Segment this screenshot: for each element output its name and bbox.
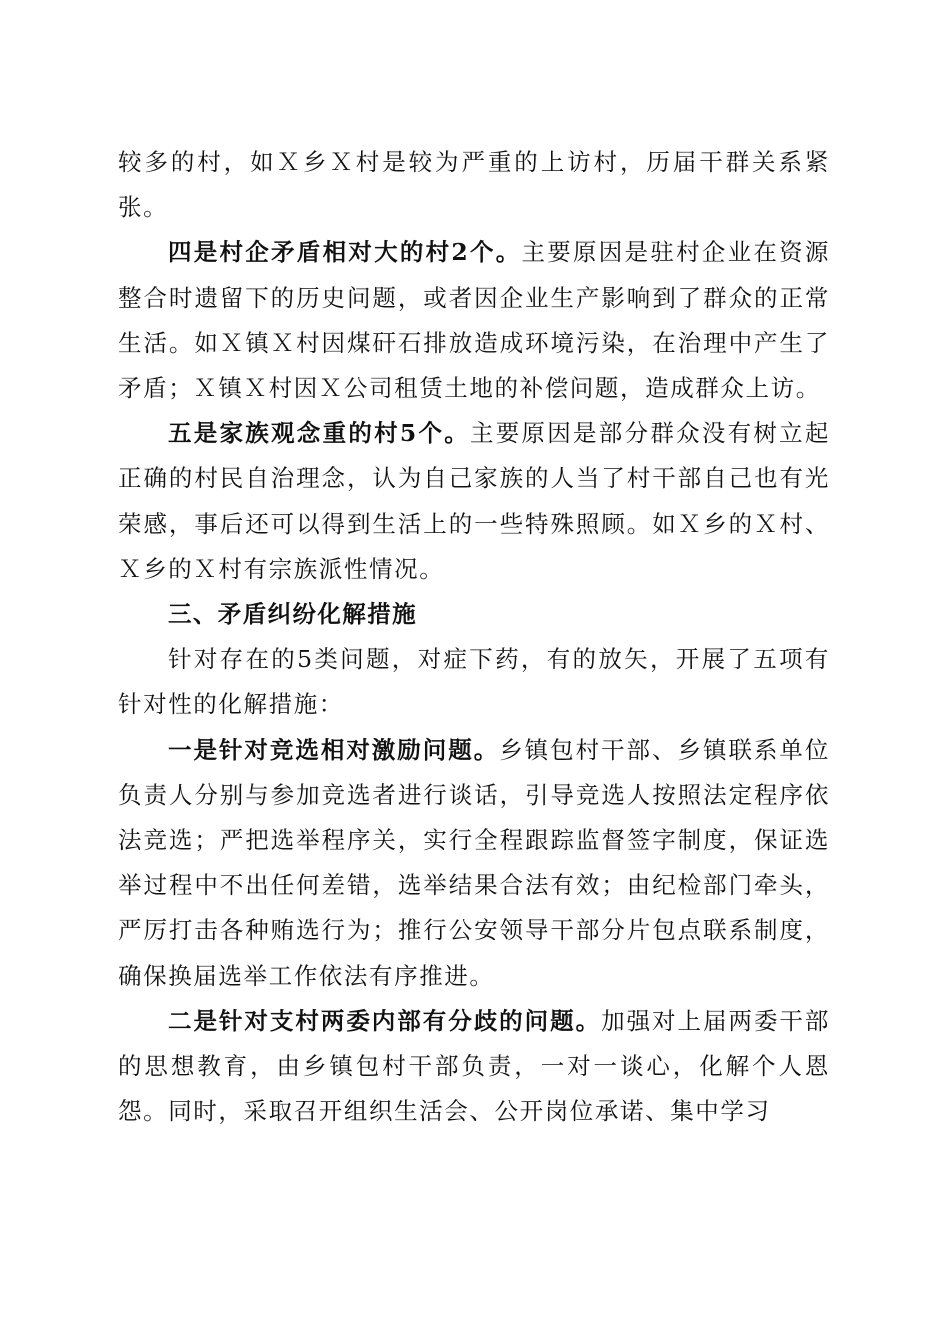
document-body	[118, 140, 830, 1134]
paragraph-village-enterprise-conflict	[118, 230, 830, 411]
section-heading: 三、矛盾纠纷化解措施	[168, 600, 417, 629]
paragraph-clan-concept	[118, 411, 830, 592]
paragraph-text: 加强对上届两委干部的思想教育，由乡镇包村干部负责，一对一谈心，化解个人恩怨。同时，采取召开组织生活会、公开岗位承诺、集中学习	[118, 1006, 830, 1126]
paragraph-text: 较多的村，如Ｘ乡Ｘ村是较为严重的上访村，历届干群关系紧张。	[118, 148, 830, 222]
paragraph-text: 针对存在的5类问题，对症下药，有的放矢，开展了五项有针对性的化解措施：	[118, 645, 830, 719]
paragraph-lead: 二是针对支村两委内部有分歧的问题。	[168, 1006, 602, 1035]
paragraph-text: 主要原因是驻村企业在资源整合时遗留下的历史问题，或者因企业生产影响到了群众的正常生活。如Ｘ镇Ｘ村因煤矸石排放造成环境污染，在治理中产生了矛盾；Ｘ镇Ｘ村因Ｘ公司租赁土地的补偿问题，造成群众上访。	[118, 238, 830, 403]
paragraph-measure-one	[118, 728, 830, 999]
paragraph-measures-intro	[118, 637, 830, 727]
paragraph-measure-two	[118, 999, 830, 1135]
paragraph-text: 主要原因是部分群众没有树立起正确的村民自治理念，认为自己家族的人当了村干部自己也有光荣感，事后还可以得到生活上的一些特殊照顾。如Ｘ乡的Ｘ村、Ｘ乡的Ｘ村有宗族派性情况。	[118, 419, 830, 583]
paragraph-continuation	[118, 140, 830, 230]
paragraph-lead: 四是村企矛盾相对大的村2个。	[168, 238, 522, 267]
paragraph-lead: 五是家族观念重的村5个。	[168, 419, 470, 448]
paragraph-lead: 一是针对竞选相对激励问题。	[168, 735, 500, 764]
paragraph-text: 乡镇包村干部、乡镇联系单位负责人分别与参加竞选者进行谈话，引导竞选人按照法定程序依法竞选；严把选举程序关，实行全程跟踪监督签字制度，保证选举过程中不出任何差错，选举结果合法有效；由纪检部门牵头，严厉打击各种贿选行为；推行公安领导干部分片包点联系制度，确保换届选举工作依法有序推进。	[118, 735, 830, 990]
